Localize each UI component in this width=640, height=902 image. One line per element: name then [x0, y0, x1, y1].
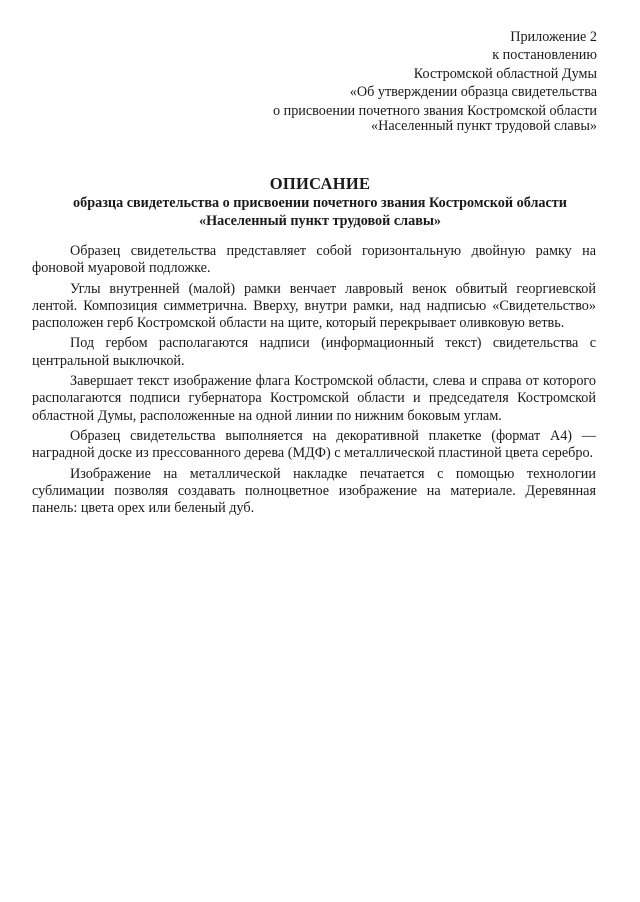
annex-title-name: «Населенный пункт трудовой славы» — [371, 118, 597, 134]
body-paragraph: Под гербом располагаются надписи (информационный текст) свидетельства с центральной выключкой. — [32, 335, 596, 369]
annex-reference — [273, 28, 597, 120]
body-paragraph: Образец свидетельства выполняется на декоративной плакетке (формат А4) — наградной доске из прессованного дерева (МДФ) с металлической пластиной цвета серебро. — [32, 427, 596, 462]
body-paragraph: Изображение на металлической накладке печатается с помощью технологии сублимации позволяя создавать полноцветное изображение на материале. Деревянная панель: цвета орех или беленый дуб. — [32, 465, 596, 517]
annex-line: к постановлению — [492, 47, 597, 64]
annex-line: Приложение 2 — [510, 29, 597, 45]
annex-line: Костромской областной Думы — [413, 65, 597, 82]
body-paragraph: Углы внутренней (малой) рамки венчает лавровый венок обвитый георгиевской лентой. Композиция симметрична. Вверху, внутри рамки, над надписью «Свидетельство» расположен герб Костромской области на щите, который перекрывает оливковую ветвь. — [32, 280, 596, 332]
document-title: ОПИСАНИЕ — [269, 174, 371, 193]
document-subtitle — [20, 194, 620, 230]
annex-line: о присвоении почетного звания Костромской области — [272, 102, 597, 119]
body-paragraph: Завершает текст изображение флага Костромской области, слева и справа от которого располагаются подписи губернатора Костромской области и председателя Костромской областной Думы, расположенные на одной линии по нижним боковым углам. — [32, 373, 596, 424]
body-paragraph: Образец свидетельства представляет собой горизонтальную двойную рамку на фоновой муаровой подложке. — [32, 243, 596, 277]
subtitle-line-1: образца свидетельства о присвоении почетного звания Костромской области — [73, 195, 567, 211]
annex-line: «Об утверждении образца свидетельства — [349, 84, 597, 101]
subtitle-line-2: «Населенный пункт трудовой славы» — [198, 213, 442, 230]
document-body — [32, 243, 596, 520]
